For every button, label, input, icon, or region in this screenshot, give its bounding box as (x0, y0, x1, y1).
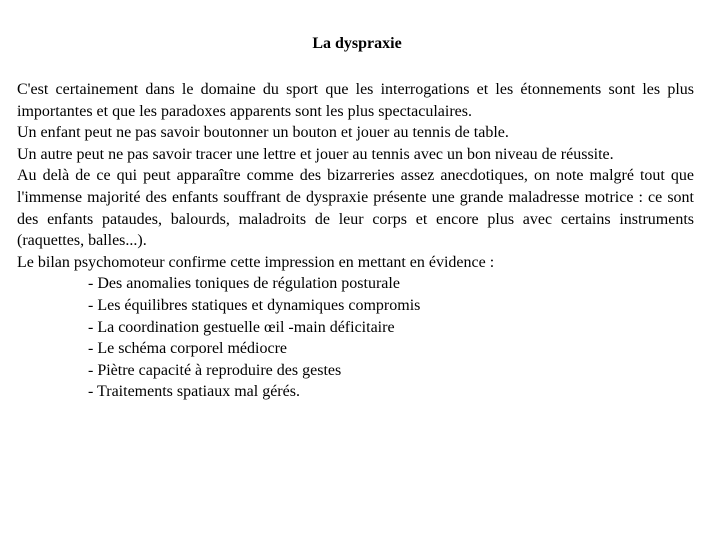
paragraph-sport-paradox: C'est certainement dans le domaine du sport que les interrogations et les étonnements sont les plus importantes et que les paradoxes apparents sont les plus spectaculaires. (17, 81, 694, 120)
findings-list (17, 273, 694, 403)
list-item: - Le schéma corporel médiocre (88, 340, 288, 358)
list-item: - Les équilibres statiques et dynamiques compromis (88, 296, 421, 314)
paragraph-writing-example: Un autre peut ne pas savoir tracer une lettre et jouer au tennis avec un bon niveau de réussite. (17, 145, 614, 163)
paragraph-motor-clumsiness: Au delà de ce qui peut apparaître comme des bizarreries assez anecdotiques, on note malgré tout que l'immense majorité des enfants souffrant de dyspraxie présente une grande maladresse motrice : ce sont des enfants pataudes, balourds, maladroits de leur corps et encore plus avec certains instruments (raquettes, balles...). (17, 167, 694, 250)
paragraph-psychomotor-assessment: Le bilan psychomoteur confirme cette impression en mettant en évidence : (17, 253, 495, 271)
list-item: - Des anomalies toniques de régulation posturale (88, 275, 400, 293)
list-item: - Piètre capacité à reproduire des gestes (88, 361, 342, 379)
paragraph-buttoning-example: Un enfant peut ne pas savoir boutonner un bouton et jouer au tennis de table. (17, 124, 509, 142)
list-item: - Traitements spatiaux mal gérés. (88, 383, 300, 401)
page-title: La dyspraxie (312, 35, 402, 52)
list-item: - La coordination gestuelle œil -main déficitaire (88, 318, 395, 336)
body-text (17, 79, 694, 403)
